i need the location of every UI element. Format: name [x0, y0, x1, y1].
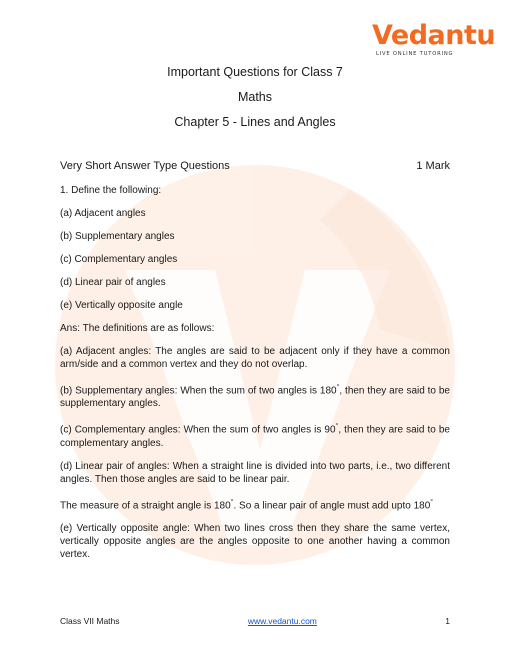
page-footer: [60, 616, 450, 626]
straight-angle-note: The measure of a straight angle is 180°. So a linear pair of angle must add upto 180°: [60, 498, 434, 511]
question-item: (e) Vertically opposite angle: [60, 300, 183, 311]
answer-b: (b) Supplementary angles: When the sum of two angles is 180°, then they are said to be supplementary angles.: [60, 384, 450, 410]
footer-class-label: Class VII Maths: [60, 616, 120, 626]
document-title: Important Questions for Class 7: [167, 65, 343, 79]
document-body: [60, 160, 450, 571]
angle-value: 180: [213, 499, 231, 511]
answer-intro: Ans: The definitions are as follows:: [60, 323, 215, 334]
question-item: (c) Complementary angles: [60, 254, 178, 265]
footer-website-link[interactable]: www.vedantu.com: [247, 616, 317, 626]
question-prompt: 1. Define the following:: [60, 185, 162, 196]
question-item: (d) Linear pair of angles: [60, 277, 166, 288]
vedantu-logo[interactable]: [372, 20, 496, 57]
section-heading: Very Short Answer Type Questions: [60, 160, 230, 172]
page-number: 1: [445, 616, 450, 626]
chapter-title: Chapter 5 - Lines and Angles: [174, 115, 336, 129]
question-item: (a) Adjacent angles: [60, 208, 146, 219]
section-marks: 1 Mark: [416, 160, 450, 172]
section-heading-row: [60, 160, 450, 173]
answer-e: (e) Vertically opposite angle: When two lines cross then they share the same vertex, vertically opposite angles are the angles opposite to one another having a common vertex.: [60, 522, 450, 560]
answer-a: (a) Adjacent angles: The angles are said to be adjacent only if they have a common arm/side and a common vertex and they do not overlap.: [60, 346, 450, 370]
subject-title: Maths: [237, 90, 273, 104]
answer-c: (c) Complementary angles: When the sum of two angles is 90°, then they are said to be complementary angles.: [60, 423, 450, 449]
angle-value: 180: [413, 499, 431, 511]
answer-d: (d) Linear pair of angles: When a straight line is divided into two parts, i.e., two different angles. Then those angles are said to be linear pair.: [60, 460, 450, 485]
logo-wordmark: Vedantu: [372, 20, 496, 51]
question-item: (b) Supplementary angles: [60, 231, 175, 242]
angle-value: 90: [324, 424, 336, 436]
document-headings: [0, 62, 510, 137]
angle-value: 180: [319, 385, 337, 397]
logo-tagline: LIVE ONLINE TUTORING: [376, 51, 454, 57]
